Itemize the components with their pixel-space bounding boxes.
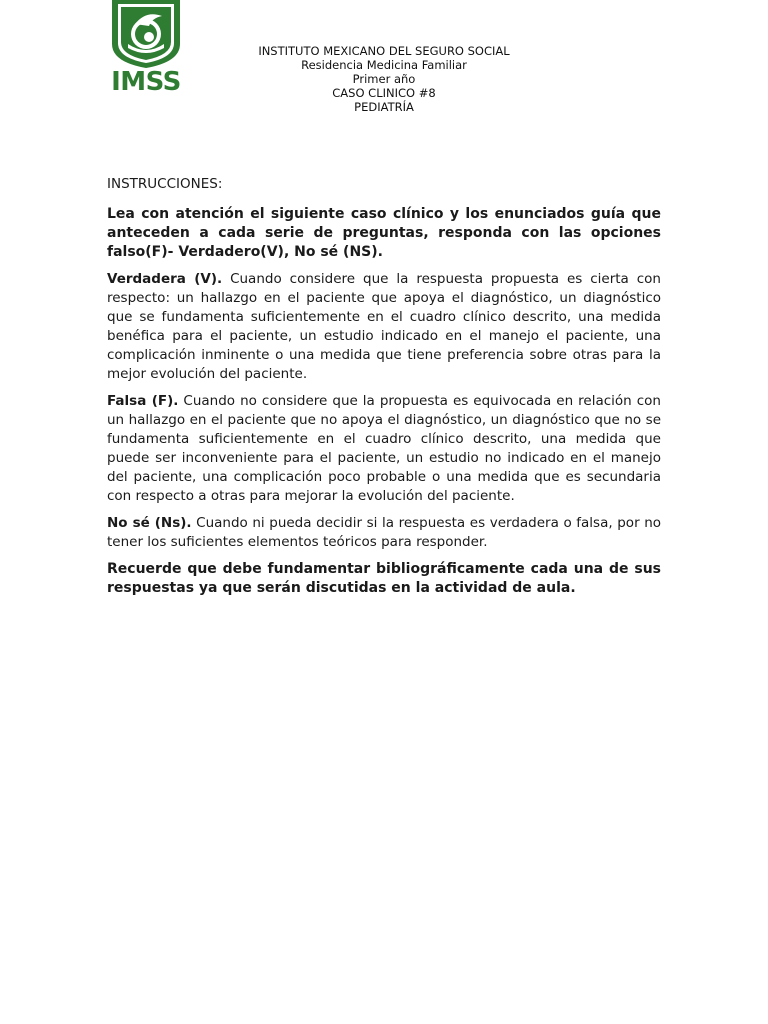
institution-name: INSTITUTO MEXICANO DEL SEGURO SOCIAL <box>258 44 510 58</box>
instructions-title: INSTRUCCIONES: <box>107 176 223 192</box>
true-definition <box>107 270 661 384</box>
false-term: Falsa (F). <box>107 393 179 409</box>
case-number: CASO CLINICO #8 <box>332 86 436 100</box>
specialty: PEDIATRÍA <box>354 100 414 114</box>
imss-logo <box>106 0 186 94</box>
true-text: Cuando considere que la respuesta propuesta es cierta con respecto: un hallazgo en el paciente que apoya el diagnóstico, un diagnóstico que se fundamenta suficientemente en el cuadro clínico descrito, una medida benéfica para el paciente, un estudio indicado en el manejo el paciente, una complicación inminente o una medida que tiene preferencia sobre otras para la mejor evolución del paciente. <box>107 271 661 382</box>
instructions-section <box>107 175 661 606</box>
svg-text:IMSS: IMSS <box>111 67 181 94</box>
true-term: Verdadera (V). <box>107 271 223 287</box>
document-header <box>230 44 538 114</box>
reminder: Recuerde que debe fundamentar bibliográficamente cada una de sus respuestas ya que serán discutidas en la actividad de aula. <box>107 561 661 596</box>
ns-definition <box>107 514 661 552</box>
false-definition <box>107 392 661 506</box>
ns-term: No sé (Ns). <box>107 515 192 531</box>
program-name: Residencia Medicina Familiar <box>301 58 467 72</box>
ns-text: Cuando ni pueda decidir si la respuesta es verdadera o falsa, por no tener los suficientes elementos teóricos para responder. <box>107 515 662 550</box>
year-level: Primer año <box>352 72 416 86</box>
instructions-intro: Lea con atención el siguiente caso clínico y los enunciados guía que anteceden a cada serie de preguntas, responda con las opciones falso(F)- Verdadero(V), No sé (NS). <box>107 206 661 260</box>
false-text: Cuando no considere que la propuesta es equivocada en relación con un hallazgo en el paciente que no apoya el diagnóstico, un diagnóstico que no se fundamenta suficientemente en el cuadro clínico descrito, una medida que puede ser inconveniente para el paciente, un estudio no indicado en el manejo del paciente, una complicación poco probable o una medida que es secundaria con respecto a otras para mejorar la evolución del paciente. <box>107 393 661 504</box>
